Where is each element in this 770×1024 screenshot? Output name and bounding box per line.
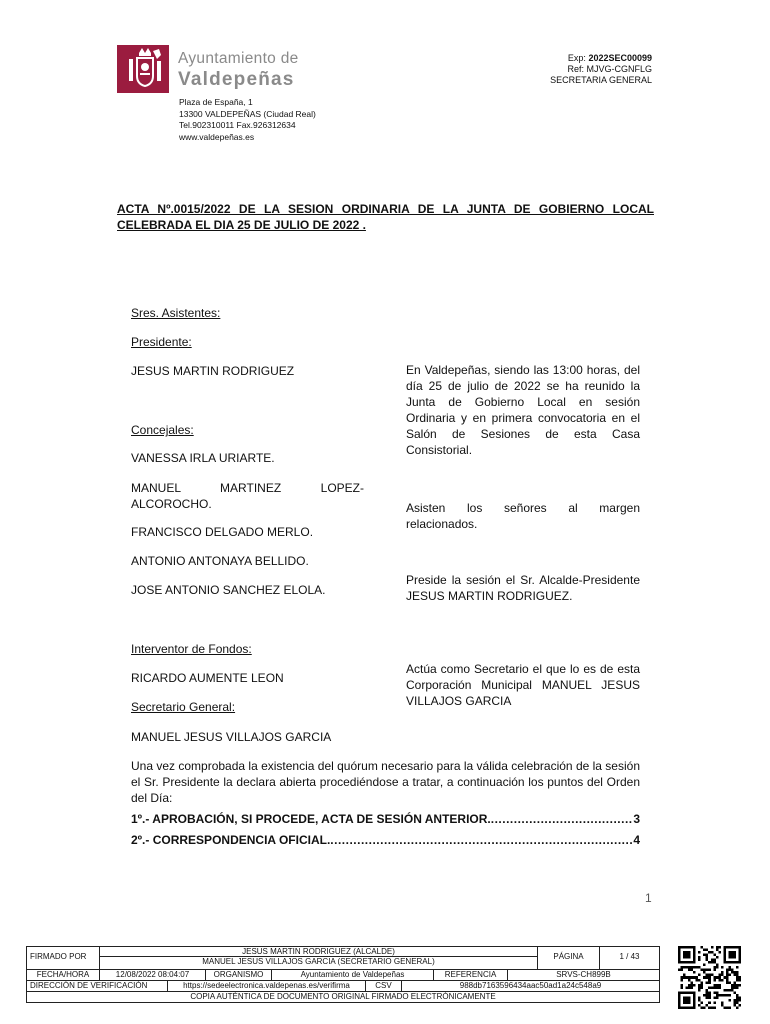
municipality-logo [117,45,297,93]
page-number: 1 [645,891,652,905]
exp-line [550,53,652,64]
signer-name: MANUEL JESUS VILLAJOS GARCIA (SECRETARIO GENERAL) [202,957,435,966]
exp-value: 2022SEC00099 [588,53,652,63]
agenda-item-label: 1º.- APROBACIÓN, SI PROCEDE, ACTA DE SESIÓN ANTERIOR. [131,812,491,826]
page-value: 1 / 43 [599,947,659,969]
address-line: www.valdepeñas.es [179,131,255,142]
session-opening-paragraph: En Valdepeñas, siendo las 13:00 horas, del día 25 de julio de 2022 se ha reunido la Junta de Gobierno Local en sesión Ordinaria y en primera convocatoria en el Salón de Sesiones de esta Casa Consistorial. [406,363,640,457]
datetime-label: FECHA/HORA [36,970,90,979]
electronic-signature-block [26,946,660,1003]
attendance-paragraph: Asisten los señores al margen relacionados. [406,501,640,531]
verification-url[interactable]: https://sedeelectronica.valdepenas.es/verifirma [167,981,365,991]
address-line: Plaza de España, 1 [179,97,253,107]
verification-label: DIRECCIÓN DE VERIFICACIÓN [30,981,148,990]
address-line: 13300 VALDEPEÑAS (Ciudad Real) [179,108,316,119]
agenda-item[interactable] [131,812,640,826]
signers-cell [99,947,537,969]
logo-text-ayuntamiento: Ayuntamiento de [178,50,299,67]
coat-of-arms-icon [117,45,169,93]
ref-line: Ref: MJVG-CGNFLG [567,64,652,74]
document-title: ACTA Nº.0015/2022 DE LA SESION ORDINARIA DE LA JUNTA DE GOBIERNO LOCAL CELEBRADA EL DIA 25 DE JULIO DE 2022 . [117,202,654,232]
president-name: JESUS MARTIN RODRIGUEZ [131,364,295,378]
quorum-paragraph: Una vez comprobada la existencia del quórum necesario para la válida celebración de la sesión el Sr. Presidente la declara abierta procediéndose a tratar, a continuación los puntos del Orden del Día: [131,759,640,805]
attendees-heading: Sres. Asistentes: [131,306,221,320]
address-line: Tel.902310011 Fax.926312634 [179,120,296,130]
councillors-heading: Concejales: [131,423,194,437]
agenda-item-page: 3 [633,812,640,826]
agenda-item-label: 2º.- CORRESPONDENCIA OFICIAL. [131,833,331,847]
organism-value: Ayuntamiento de Valdepeñas [271,970,433,980]
councillor-name: ANTONIO ANTONAYA BELLIDO. [131,554,309,568]
comptroller-heading: Interventor de Fondos: [131,642,252,656]
page-label: PÁGINA [537,947,599,969]
comptroller-name: RICARDO AUMENTE LEON [131,671,284,685]
agenda-leader-dots [491,812,634,826]
agenda-item-page: 4 [633,833,640,847]
exp-label: Exp: [567,53,589,63]
councillor-name: VANESSA IRLA URIARTE. [131,451,275,465]
councillor-name: MANUEL MARTINEZ LOPEZ-ALCOROCHO. [131,481,364,511]
datetime-value: 12/08/2022 08:04:07 [99,970,205,980]
signed-by-label: FIRMADO POR [30,952,87,961]
agenda-leader-dots [330,833,633,847]
secretary-heading: Secretario General: [131,700,236,714]
signer-name: JESUS MARTIN RODRIGUEZ (ALCALDE) [100,947,537,957]
reference-label: REFERENCIA [433,970,507,980]
agenda-item[interactable] [131,833,640,847]
secretary-paragraph: Actúa como Secretario el que lo es de esta Corporación Municipal MANUEL JESUS VILLAJOS GARCIA [406,662,640,708]
file-reference-block [550,53,652,86]
csv-value: 988db7163596434aac50ad1a24c548a9 [401,981,659,991]
president-heading: Presidente: [131,335,192,349]
presiding-paragraph: Preside la sesión el Sr. Alcalde-Presidente JESUS MARTIN RODRIGUEZ. [406,573,640,603]
secretary-name: MANUEL JESUS VILLAJOS GARCIA [131,730,332,744]
csv-label: CSV [365,981,401,991]
address-block [179,97,316,143]
authentic-copy-footer: COPIA AUTÉNTICA DE DOCUMENTO ORIGINAL FIRMADO ELECTRÓNICAMENTE [190,992,496,1001]
organism-label: ORGANISMO [205,970,271,980]
reference-value: SRVS-CH899B [507,970,659,980]
logo-text-valdepenas: Valdepeñas [178,69,295,90]
department-line: SECRETARIA GENERAL [550,75,652,85]
councillor-name: FRANCISCO DELGADO MERLO. [131,525,314,539]
qr-code-icon [678,946,741,1009]
councillor-name: JOSE ANTONIO SANCHEZ ELOLA. [131,583,326,597]
